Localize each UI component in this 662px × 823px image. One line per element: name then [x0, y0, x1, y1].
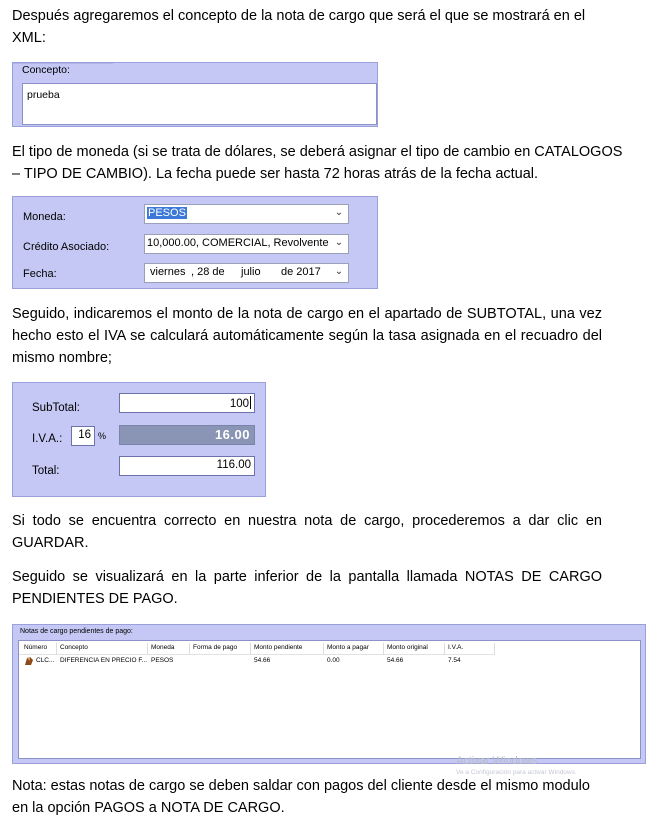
column-header[interactable]: Concepto [60, 644, 88, 651]
paragraph-pending [12, 566, 602, 610]
paragraph-concept-intro [12, 5, 602, 49]
row-monto-original: 54.66 [387, 657, 404, 664]
iva-percent-sign: % [98, 431, 107, 441]
moneda-select[interactable] [144, 204, 349, 224]
credito-value: 10,000.00, COMERCIAL, Revolvente [147, 237, 329, 249]
concept-input[interactable] [22, 83, 377, 125]
credito-select[interactable] [144, 234, 349, 254]
table-header [19, 643, 494, 655]
paragraph-currency-intro [12, 141, 623, 185]
moneda-label: Moneda: [23, 211, 66, 223]
subtotal-value: 100 [229, 398, 249, 410]
text-line: Nota: estas notas de cargo se deben saldar con pagos del cliente desde el mismo modulo [12, 778, 590, 794]
column-header[interactable]: Monto original [387, 644, 428, 651]
text-line: Si todo se encuentra correcto en nuestra nota de cargo, procederemos a dar clic en [12, 513, 602, 529]
text-line: Seguido, indicaremos el monto de la nota de cargo en el apartado de SUBTOTAL, una vez [12, 306, 602, 322]
fecha-month[interactable]: julio [241, 266, 261, 278]
text-line: PENDIENTES DE PAGO. [12, 591, 178, 607]
text-line: Seguido se visualizará en la parte inferior de la pantalla llamada NOTAS DE CARGO [12, 569, 602, 585]
subtotal-input[interactable] [119, 393, 255, 413]
fecha-picker[interactable] [144, 263, 349, 283]
row-monto-pendiente: 54.66 [254, 657, 271, 664]
concept-panel [12, 62, 378, 127]
credito-label: Crédito Asociado: [23, 241, 110, 253]
chevron-down-icon[interactable]: ⌄ [334, 266, 344, 277]
column-header[interactable]: Moneda [151, 644, 175, 651]
chevron-down-icon[interactable]: ⌄ [334, 207, 344, 218]
text-line: – TIPO DE CAMBIO). La fecha puede ser hasta 72 horas atrás de la fecha actual. [12, 166, 539, 182]
note-icon [24, 656, 34, 668]
moneda-value: PESOS [148, 207, 186, 219]
subtotal-label: SubTotal: [32, 402, 80, 414]
concept-label: Concepto: [22, 64, 70, 76]
pending-notes-table [18, 640, 641, 776]
iva-rate-value: 16 [78, 429, 91, 441]
paragraph-save [12, 510, 602, 554]
column-header[interactable]: Monto a pagar [327, 644, 369, 651]
column-header[interactable]: Número [24, 644, 48, 651]
row-monto-pagar: 0.00 [327, 657, 340, 664]
totals-panel [12, 382, 266, 497]
text-line: El tipo de moneda (si se trata de dólares, se deberá asignar el tipo de cambio en CATALOGOS [12, 144, 623, 160]
paragraph-note [12, 775, 602, 819]
currency-panel [12, 196, 378, 289]
column-header[interactable]: Monto pendiente [254, 644, 303, 651]
text-line: GUARDAR. [12, 535, 89, 551]
column-header[interactable]: Forma de pago [193, 644, 238, 651]
table-row[interactable] [19, 656, 494, 667]
text-line: hecho esto el IVA se calculará automáticamente según la tasa asignada en el recuadro del [12, 328, 602, 344]
row-concepto: DIFERENCIA EN PRECIO F... [60, 657, 148, 664]
text-line: Después agregaremos el concepto de la nota de cargo que será el que se mostrará en el [12, 8, 586, 24]
text-line: en la opción PAGOS a NOTA DE CARGO. [12, 800, 285, 816]
iva-rate-input[interactable] [71, 426, 95, 446]
fecha-daynum[interactable]: , 28 de [191, 266, 225, 278]
chevron-down-icon[interactable]: ⌄ [334, 237, 344, 248]
iva-amount-display [119, 425, 255, 445]
row-numero: CLC... [36, 657, 55, 664]
iva-label: I.V.A.: [32, 433, 63, 445]
activation-watermark-sub: Ve a Configuración para activar Windows. [456, 769, 577, 776]
row-iva: 7.54 [448, 657, 461, 664]
fecha-year[interactable]: de 2017 [281, 266, 321, 278]
pending-notes-panel [12, 624, 646, 776]
fecha-label: Fecha: [23, 268, 57, 280]
column-header[interactable]: I.V.A. [448, 644, 464, 651]
fecha-day[interactable]: viernes [150, 266, 186, 278]
activation-watermark: Activar Windows [456, 755, 538, 767]
iva-amount-value: 16.00 [214, 427, 250, 442]
total-value: 116.00 [216, 459, 251, 471]
text-cursor [250, 396, 251, 409]
row-moneda: PESOS [151, 657, 174, 664]
text-line: XML: [12, 30, 46, 46]
paragraph-subtotal-intro [12, 303, 602, 369]
pending-notes-title: Notas de cargo pendientes de pago: [20, 628, 133, 635]
text-line: mismo nombre; [12, 350, 112, 366]
concept-value: prueba [27, 89, 60, 101]
total-input [119, 456, 255, 476]
total-label: Total: [32, 465, 60, 477]
